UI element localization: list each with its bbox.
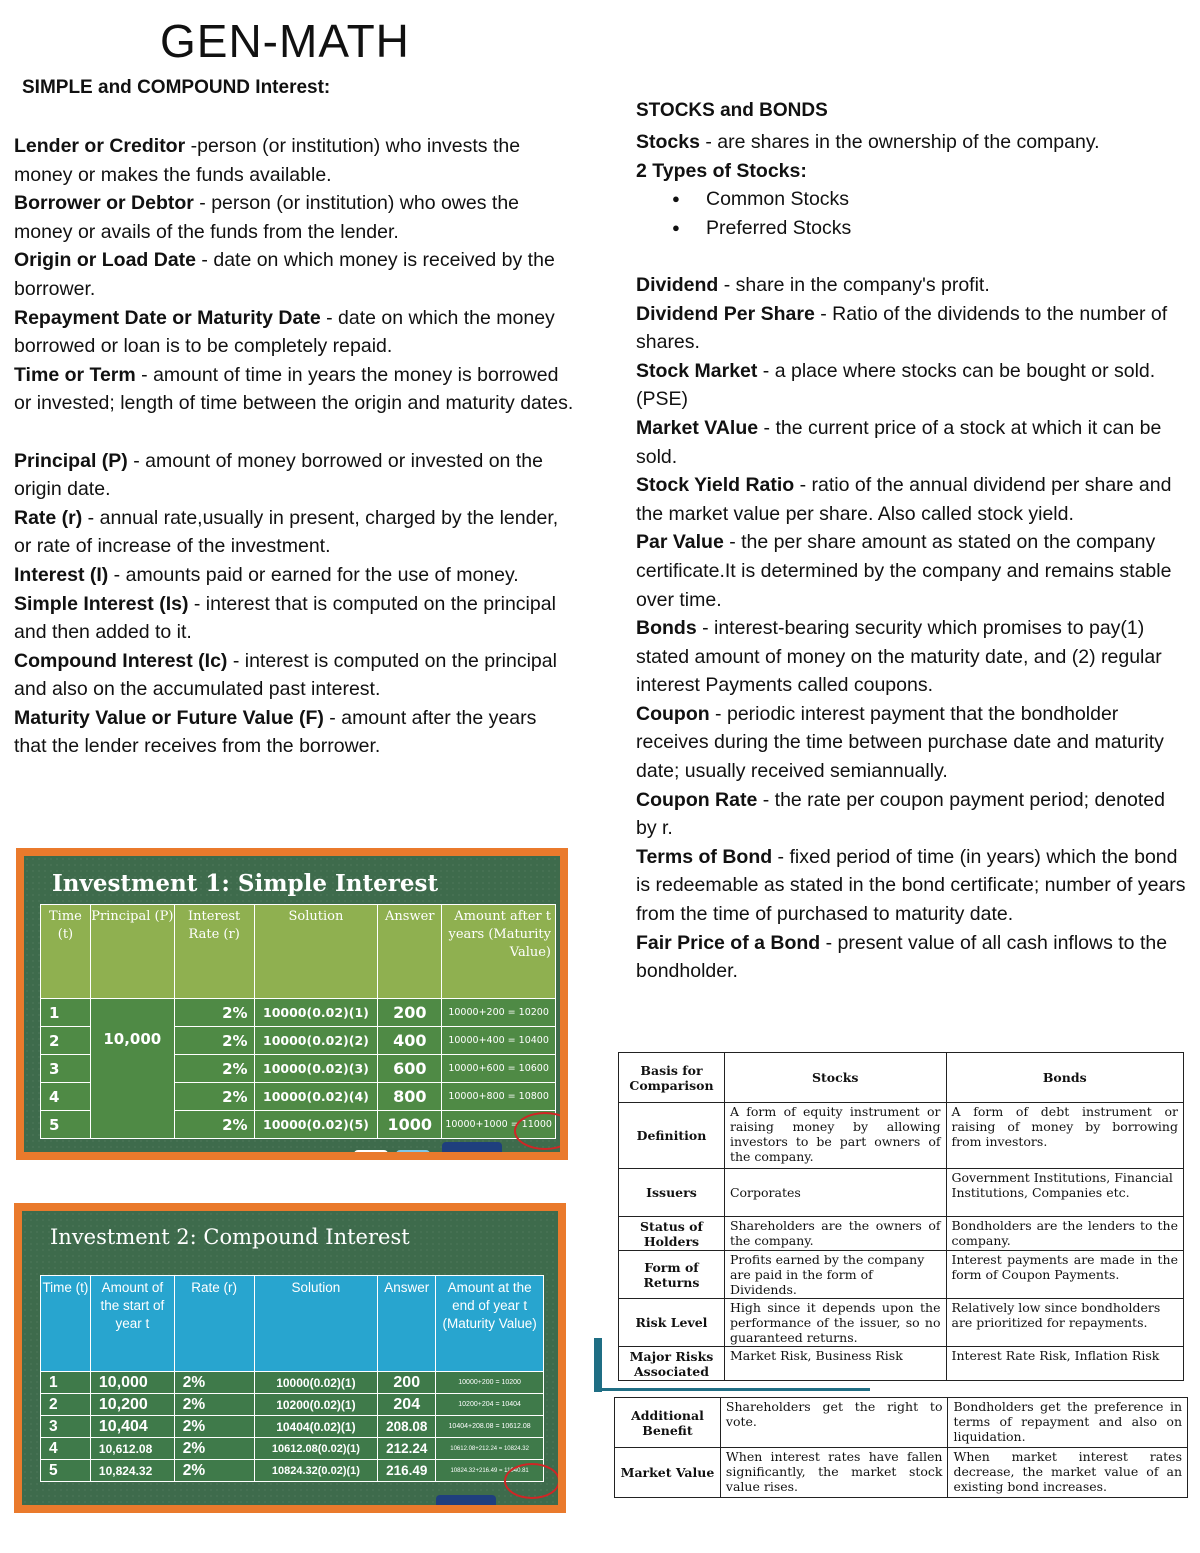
rate-cell: 2%	[174, 1416, 254, 1438]
time-cell: 2	[41, 1027, 91, 1055]
rate-cell: 2%	[174, 1111, 254, 1139]
definition	[14, 132, 574, 189]
definition-text: - the current price of a stock at which it can be sold.	[636, 416, 1162, 468]
definition	[636, 471, 1186, 528]
definition	[636, 929, 1186, 986]
column-header: Answer	[378, 905, 442, 999]
definition	[14, 704, 574, 761]
definition	[636, 300, 1186, 357]
definition-term: Fair Price of a Bond	[636, 931, 821, 954]
table-row	[619, 1217, 1184, 1251]
definition	[636, 843, 1186, 929]
rate-cell: 2%	[174, 1083, 254, 1111]
column-header: Rate (r)	[174, 1276, 254, 1372]
definition-text: - amount of time in years the money is borrowed or invested; length of time between the origin and maturity dates.	[14, 363, 574, 415]
start-amount-cell: 10,612.08	[90, 1438, 174, 1460]
row-label: Issuers	[619, 1169, 725, 1217]
section-heading-interest: SIMPLE and COMPOUND Interest:	[22, 77, 331, 98]
column-header: Answer	[378, 1276, 436, 1372]
table-row	[619, 1169, 1184, 1217]
row-label: Additional Benefit	[615, 1398, 721, 1448]
list-item: ● Common Stocks	[706, 185, 1186, 214]
definition	[636, 414, 1186, 471]
row-label: Status of Holders	[619, 1217, 725, 1251]
list-item: ● Preferred Stocks	[706, 214, 1186, 243]
row-label: Definition	[619, 1103, 725, 1169]
interest-definitions	[14, 132, 574, 761]
table-row	[41, 1416, 544, 1438]
table-row	[619, 1299, 1184, 1347]
definition-text: - are shares in the ownership of the company.	[699, 131, 1100, 153]
amount-cell: 10000+600 = 10600	[442, 1055, 556, 1083]
board-title: Investment 2: Compound Interest	[50, 1225, 410, 1249]
table-row	[41, 1394, 544, 1416]
solution-cell: 10404(0.02)(1)	[254, 1416, 378, 1438]
answer-cell: 800	[378, 1083, 442, 1111]
table-row	[615, 1398, 1188, 1448]
row-label: Market Value	[615, 1448, 721, 1498]
row-label: Major Risks Associated	[619, 1347, 725, 1381]
definition	[14, 189, 574, 246]
answer-cell: 400	[378, 1027, 442, 1055]
chalk-piece	[354, 1150, 388, 1152]
definition-text: - date on which money is received by the borrower.	[14, 249, 555, 300]
stocks-cell: High since it depends upon the performance of the issuer, so no guaranteed returns.	[724, 1299, 946, 1347]
definition-term: Repayment Date or Maturity Date	[14, 306, 321, 329]
decorative-bar	[594, 1338, 602, 1392]
bonds-cell: When market interest rates decrease, the market value of an existing bond increases.	[948, 1448, 1188, 1498]
column-header: Principal (P)	[90, 905, 174, 999]
answer-cell: 1000	[378, 1111, 442, 1139]
eraser	[442, 1142, 502, 1152]
definition-text: - person (or institution) who owes the money or avails of the funds from the lender.	[14, 192, 520, 243]
answer-cell: 600	[378, 1055, 442, 1083]
bonds-cell: Relatively low since bondholders are prioritized for repayments.	[946, 1299, 1184, 1347]
definition-text: - ratio of the annual dividend per share and the market value per share. Also called stock yield.	[636, 474, 1172, 525]
amount-cell: 10000+200 = 10200	[442, 999, 556, 1027]
definition	[14, 590, 574, 647]
definition-text: - annual rate,usually in present, charged by the lender, or rate of increase of the investment.	[14, 506, 559, 558]
definition	[14, 561, 574, 590]
answer-cell: 212.24	[378, 1438, 436, 1460]
definition	[14, 361, 574, 418]
stocks-bonds-comparison-table-continued	[614, 1397, 1188, 1498]
definition	[636, 614, 1186, 700]
definition	[14, 447, 574, 504]
definition-text: - the rate per coupon payment period; denoted by r.	[636, 788, 1165, 840]
time-cell: 4	[41, 1438, 91, 1460]
definition	[636, 271, 1186, 300]
row-label: Form of Returns	[619, 1251, 725, 1299]
table-row	[41, 1372, 544, 1394]
definition-text: - Ratio of the dividends to the number of shares.	[636, 302, 1168, 354]
time-cell: 2	[41, 1394, 91, 1416]
definition	[636, 700, 1186, 786]
stocks-cell: Profits earned by the company are paid in the form of Dividends.	[724, 1251, 946, 1299]
definition-text: - amount of money borrowed or invested on the origin date.	[14, 449, 543, 501]
definition-term: Dividend	[636, 273, 719, 296]
definition-text: - amounts paid or earned for the use of money.	[108, 563, 519, 586]
definition-text: - fixed period of time (in years) which the bond is redeemable as stated in the bond certificate; number of years from the time of purchased to maturity date.	[636, 845, 1186, 926]
start-amount-cell: 10,824.32	[90, 1460, 174, 1482]
amount-cell: 10000+1000 = 11000	[442, 1111, 556, 1139]
definition-term: Lender or Creditor	[14, 135, 186, 157]
column-header: Interest Rate (r)	[174, 905, 254, 999]
time-cell: 5	[41, 1111, 91, 1139]
table-row	[619, 1251, 1184, 1299]
answer-cell: 200	[378, 1372, 436, 1394]
table-row	[41, 1460, 544, 1482]
answer-cell: 200	[378, 999, 442, 1027]
definition-term: Market VAlue	[636, 416, 759, 439]
highlight-circle	[514, 1112, 560, 1150]
time-cell: 1	[41, 1372, 91, 1394]
definition-text: - periodic interest payment that the bondholder receives during the time between purchase date and maturity date; usually received semiannually.	[636, 702, 1164, 783]
amount-cell: 10824.32+216.49 = 11040.81	[436, 1460, 544, 1482]
table-row	[41, 999, 556, 1027]
definition-term: Time or Term	[14, 363, 136, 386]
definition-text: -person (or institution) who invests the money or makes the funds available.	[14, 135, 521, 186]
bonds-cell: Interest Rate Risk, Inflation Risk	[946, 1347, 1184, 1381]
column-header: Amount at the end of year t (Maturity Value)	[436, 1276, 544, 1372]
definition-term: Bonds	[636, 617, 697, 640]
answer-cell: 208.08	[378, 1416, 436, 1438]
column-header: Time (t)	[41, 1276, 91, 1372]
eraser	[436, 1495, 496, 1505]
time-cell: 3	[41, 1055, 91, 1083]
time-cell: 4	[41, 1083, 91, 1111]
solution-cell: 10000(0.02)(2)	[254, 1027, 378, 1055]
row-label: Risk Level	[619, 1299, 725, 1347]
table-row	[619, 1347, 1184, 1381]
time-cell: 5	[41, 1460, 91, 1482]
amount-cell: 10000+800 = 10800	[442, 1083, 556, 1111]
table-row	[619, 1103, 1184, 1169]
bonds-cell: A form of debt instrument or raising of money by borrowing from investors.	[946, 1103, 1184, 1169]
definition	[14, 504, 574, 561]
definition-term: Interest (I)	[14, 563, 109, 586]
answer-cell: 216.49	[378, 1460, 436, 1482]
amount-cell: 10404+208.08 = 10612.08	[436, 1416, 544, 1438]
column-header: Solution	[254, 905, 378, 999]
definition-text: - interest that is computed on the principal and then added to it.	[14, 592, 556, 644]
definition-text: - interest is computed on the principal and also on the accumulated past interest.	[14, 649, 557, 701]
stocks-cell: Shareholders are the owners of the company.	[724, 1217, 946, 1251]
time-cell: 1	[41, 999, 91, 1027]
solution-cell: 10000(0.02)(1)	[254, 999, 378, 1027]
definition-term: Coupon	[636, 702, 710, 725]
table-row	[615, 1448, 1188, 1498]
principal-cell: 10,000	[90, 999, 174, 1139]
definition-text: - a place where stocks can be bought or sold.(PSE)	[636, 359, 1156, 411]
investment-1-board	[16, 848, 568, 1160]
rate-cell: 2%	[174, 1460, 254, 1482]
solution-cell: 10824.32(0.02)(1)	[254, 1460, 378, 1482]
start-amount-cell: 10,000	[90, 1372, 174, 1394]
rate-cell: 2%	[174, 1027, 254, 1055]
definition-term: Coupon Rate	[636, 788, 758, 811]
solution-cell: 10200(0.02)(1)	[254, 1394, 378, 1416]
column-header: Basis for Comparison	[619, 1053, 725, 1103]
definition-term: Stock Yield Ratio	[636, 474, 795, 497]
chalk-piece	[396, 1150, 430, 1152]
definition-text: - the per share amount as stated on the company certificate.It is determined by the company and remains stable over time.	[636, 531, 1172, 611]
stocks-cell: When interest rates have fallen significantly, the market stock value rises.	[720, 1448, 948, 1498]
types-heading: 2 Types of Stocks:	[636, 159, 807, 182]
definition	[14, 647, 574, 704]
bonds-cell: Interest payments are made in the form of Coupon Payments.	[946, 1251, 1184, 1299]
definition-term: Origin or Load Date	[14, 249, 197, 272]
solution-cell: 10000(0.02)(5)	[254, 1111, 378, 1139]
definition-term: Dividend Per Share	[636, 302, 815, 325]
rate-cell: 2%	[174, 999, 254, 1027]
board-title: Investment 1: Simple Interest	[52, 870, 439, 897]
rate-cell: 2%	[174, 1438, 254, 1460]
decorative-line	[594, 1388, 870, 1391]
definition-text: - present value of all cash inflows to the bondholder.	[636, 931, 1168, 983]
solution-cell: 10000(0.02)(3)	[254, 1055, 378, 1083]
rate-cell: 2%	[174, 1394, 254, 1416]
definition-term: Maturity Value or Future Value (F)	[14, 706, 324, 729]
definition-text: - interest-bearing security which promises to pay(1) stated amount of money on the maturity date, and (2) regular interest Payments called coupons.	[636, 617, 1162, 697]
definition	[636, 128, 1186, 157]
definition-term: Borrower or Debtor	[14, 192, 194, 215]
start-amount-cell: 10,404	[90, 1416, 174, 1438]
column-header: Solution	[254, 1276, 378, 1372]
stocks-cell: Market Risk, Business Risk	[724, 1347, 946, 1381]
rate-cell: 2%	[174, 1055, 254, 1083]
definition-term: Compound Interest (Ic)	[14, 649, 228, 672]
rate-cell: 2%	[174, 1372, 254, 1394]
column-header: Amount of the start of year t	[90, 1276, 174, 1372]
start-amount-cell: 10,200	[90, 1394, 174, 1416]
solution-cell: 10000(0.02)(4)	[254, 1083, 378, 1111]
stocks-cell: A form of equity instrument or raising money by allowing investors to be part owners of the company.	[724, 1103, 946, 1169]
definition-term: Principal (P)	[14, 449, 128, 472]
solution-cell: 10000(0.02)(1)	[254, 1372, 378, 1394]
definition-term: Terms of Bond	[636, 845, 773, 868]
definition-term: Rate (r)	[14, 506, 83, 529]
investment-2-board	[14, 1203, 566, 1513]
stocks-cell: Corporates	[724, 1169, 946, 1217]
column-header: Stocks	[724, 1053, 946, 1103]
bonds-cell: Bondholders are the lenders to the company.	[946, 1217, 1184, 1251]
document-title: GEN-MATH	[160, 15, 410, 67]
definition	[14, 246, 574, 303]
stock-types-list	[636, 185, 1186, 242]
definition	[636, 786, 1186, 843]
amount-cell: 10000+400 = 10400	[442, 1027, 556, 1055]
definition-term: Stock Market	[636, 359, 758, 382]
stocks-bonds-definitions	[636, 128, 1186, 986]
definition-text: - date on which the money borrowed or loan is to be completely repaid.	[14, 306, 555, 358]
time-cell: 3	[41, 1416, 91, 1438]
amount-cell: 10000+200 = 10200	[436, 1372, 544, 1394]
highlight-circle	[504, 1463, 558, 1499]
stocks-bonds-comparison-table	[618, 1052, 1184, 1381]
definition-term: Par Value	[636, 531, 724, 554]
definition-term: Simple Interest (Is)	[14, 592, 189, 615]
bonds-cell: Government Institutions, Financial Institutions, Companies etc.	[946, 1169, 1184, 1217]
table-row	[41, 1438, 544, 1460]
stocks-cell: Shareholders get the right to vote.	[720, 1398, 948, 1448]
definition-term: Stocks	[636, 131, 700, 153]
definition-text: - share in the company's profit.	[718, 273, 990, 296]
amount-cell: 10200+204 = 10404	[436, 1394, 544, 1416]
column-header: Amount after t years (Maturity Value)	[442, 905, 556, 999]
definition	[636, 357, 1186, 414]
simple-interest-table	[40, 904, 556, 1139]
compound-interest-table	[40, 1275, 544, 1482]
amount-cell: 10612.08+212.24 = 10824.32	[436, 1438, 544, 1460]
section-heading-stocks-bonds: STOCKS and BONDS	[636, 100, 828, 121]
definition-text: - amount after the years that the lender receives from the borrower.	[14, 706, 537, 758]
solution-cell: 10612.08(0.02)(1)	[254, 1438, 378, 1460]
definition	[636, 528, 1186, 614]
bonds-cell: Bondholders get the preference in terms of repayment and also on liquidation.	[948, 1398, 1188, 1448]
answer-cell: 204	[378, 1394, 436, 1416]
column-header: Bonds	[946, 1053, 1184, 1103]
column-header: Time (t)	[41, 905, 91, 999]
definition	[14, 304, 574, 361]
